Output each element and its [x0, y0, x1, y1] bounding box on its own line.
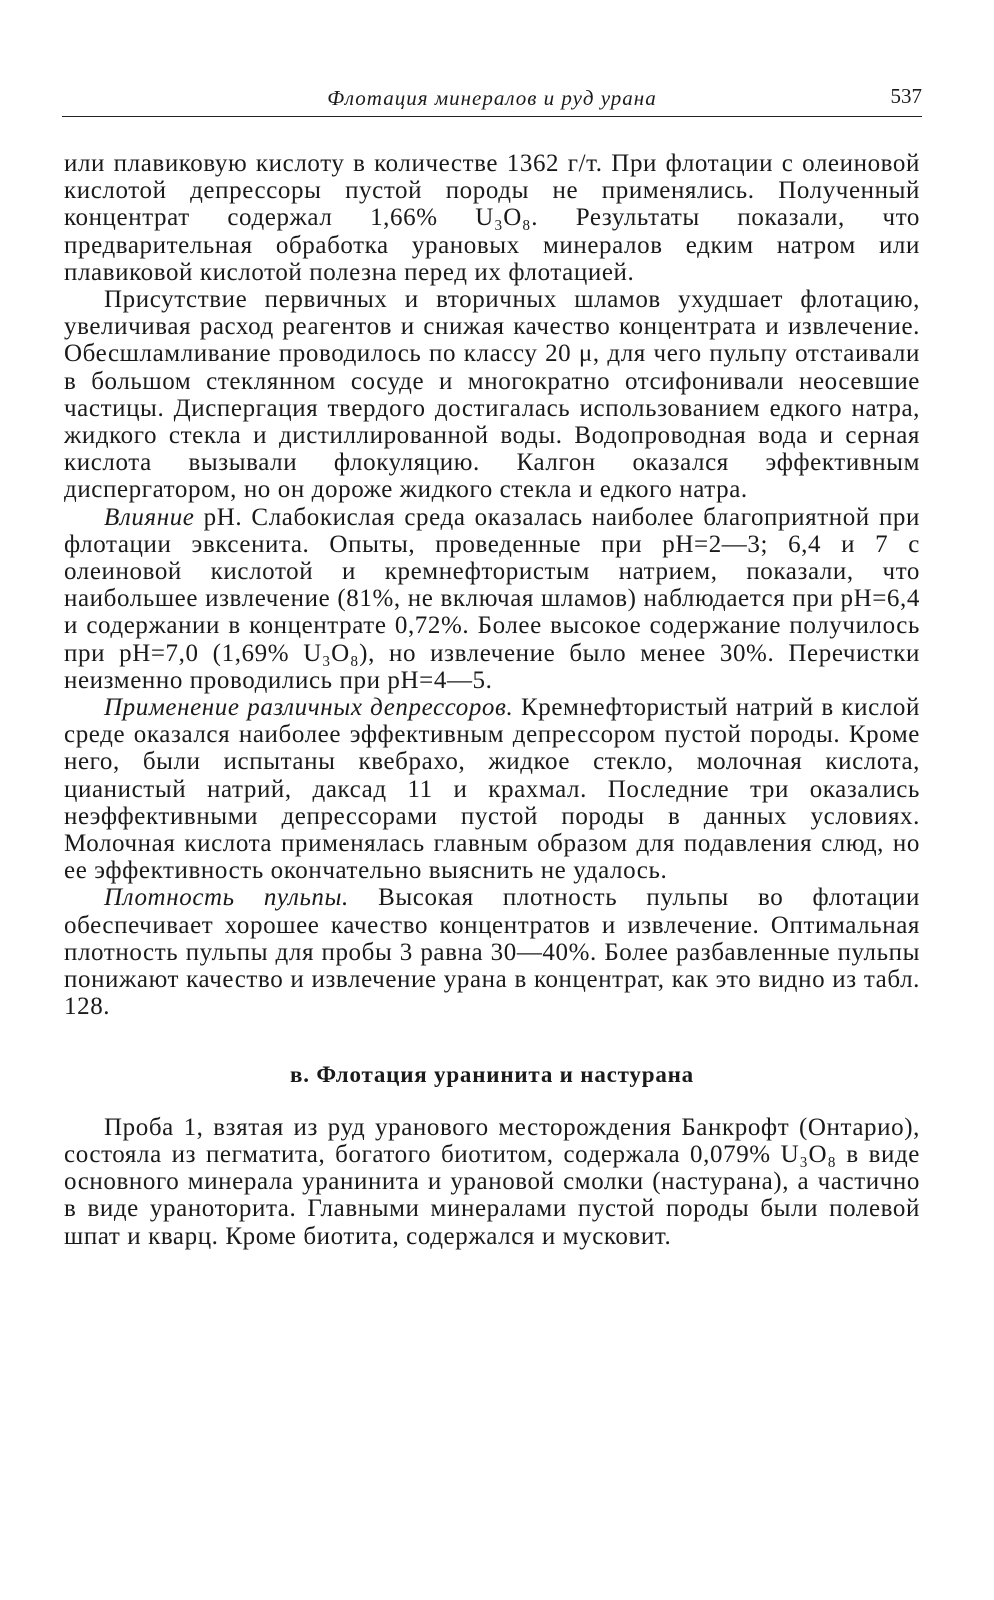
paragraph-text: pH. Слабокислая среда оказалась наиболее благоприятной при флотации эвксенита. Опыты, проведенные при pH=2—3; 6,4 и 7 с олеиновой кислотой и кремнефтористым натрием, показали, что наибольшее извлечение (81%, не включая шламов) наблюдается при pH=6,4 и содержании в концентрате 0,72%. Более высокое содержание получилось при pH=7,0 (1,69% U₃O₈), но извлечение было менее 30%. Перечистки неизменно проводились при pH=4—5.: [64, 503, 920, 694]
paragraph-pulp-density: [64, 884, 920, 1020]
paragraph-sample-1: [64, 1114, 920, 1250]
paragraph-text: Высокая плотность пульпы во флотации обеспечивает хорошее качество концентратов и извлечение. Оптимальная плотность пульпы для пробы 3 равна 30—40%. Более разбавленные пульпы понижают качество и извлечение урана в концентрат, как это видно из табл. 128.: [64, 884, 920, 1021]
paragraph-continuation: [64, 150, 920, 286]
paragraph-text: Присутствие первичных и вторичных шламов ухудшает флотацию, увеличивая расход реагентов и снижая качество концентрата и извлечение. Обесшламливание проводилось по классу 20 μ, для чего пульпу отстаивали в большом стеклянном сосуде и многократно отсифонивали неосевшие частицы. Диспергация твердого достигалась использованием едкого натра, жидкого стекла и дистиллированной воды. Водопроводная вода и серная кислота вызывали флокуляцию. Калгон оказался эффективным диспергатором, но он дороже жидкого стекла и едкого натра.: [64, 286, 920, 504]
body-text: [64, 150, 920, 1250]
section-heading: в. Флотация уранинита и настурана: [290, 1061, 694, 1087]
paragraph-lead: Влияние: [104, 503, 195, 531]
running-header: [62, 84, 922, 117]
paragraph-lead: Плотность пульпы.: [104, 884, 349, 912]
page-number: 537: [890, 84, 922, 108]
paragraph-text: Проба 1, взятая из руд уранового месторождения Банкрофт (Онтарио), состояла из пегматита, богатого биотитом, содержала 0,079% U₃O₈ в виде основного минерала уранинита и урановой смолки (настурана), а частично в виде ураноторита. Главными минералами пустой породы были полевой шпат и кварц. Кроме биотита, содержался и мусковит.: [64, 1113, 920, 1250]
paragraph-lead: Применение различных депрессоров.: [104, 694, 514, 722]
paragraph-text: или плавиковую кислоту в количестве 1362 г/т. При флотации с олеиновой кислотой депрессоры пустой породы не применялись. Полученный концентрат содержал 1,66% U₃O₈. Результаты показали, что предварительная обработка урановых минералов едким натром или плавиковой кислотой полезна перед их флотацией.: [64, 150, 920, 286]
running-title: Флотация минералов и руд урана: [327, 86, 657, 110]
paragraph-text: Кремнефтористый натрий в кислой среде оказался наиболее эффективным депрессором пустой породы. Кроме него, были испытаны квебрахо, жидкое стекло, молочная кислота, цианистый натрий, даксад 11 и крахмал. Последние три оказались неэффективными депрессорами пустой породы в данных условиях. Молочная кислота применялась главным образом для подавления слюд, но ее эффективность окончательно выяснить не удалось.: [64, 694, 920, 885]
paragraph-depressors: [64, 694, 920, 884]
paragraph-slimes: [64, 286, 920, 504]
paragraph-ph-influence: [64, 504, 920, 694]
